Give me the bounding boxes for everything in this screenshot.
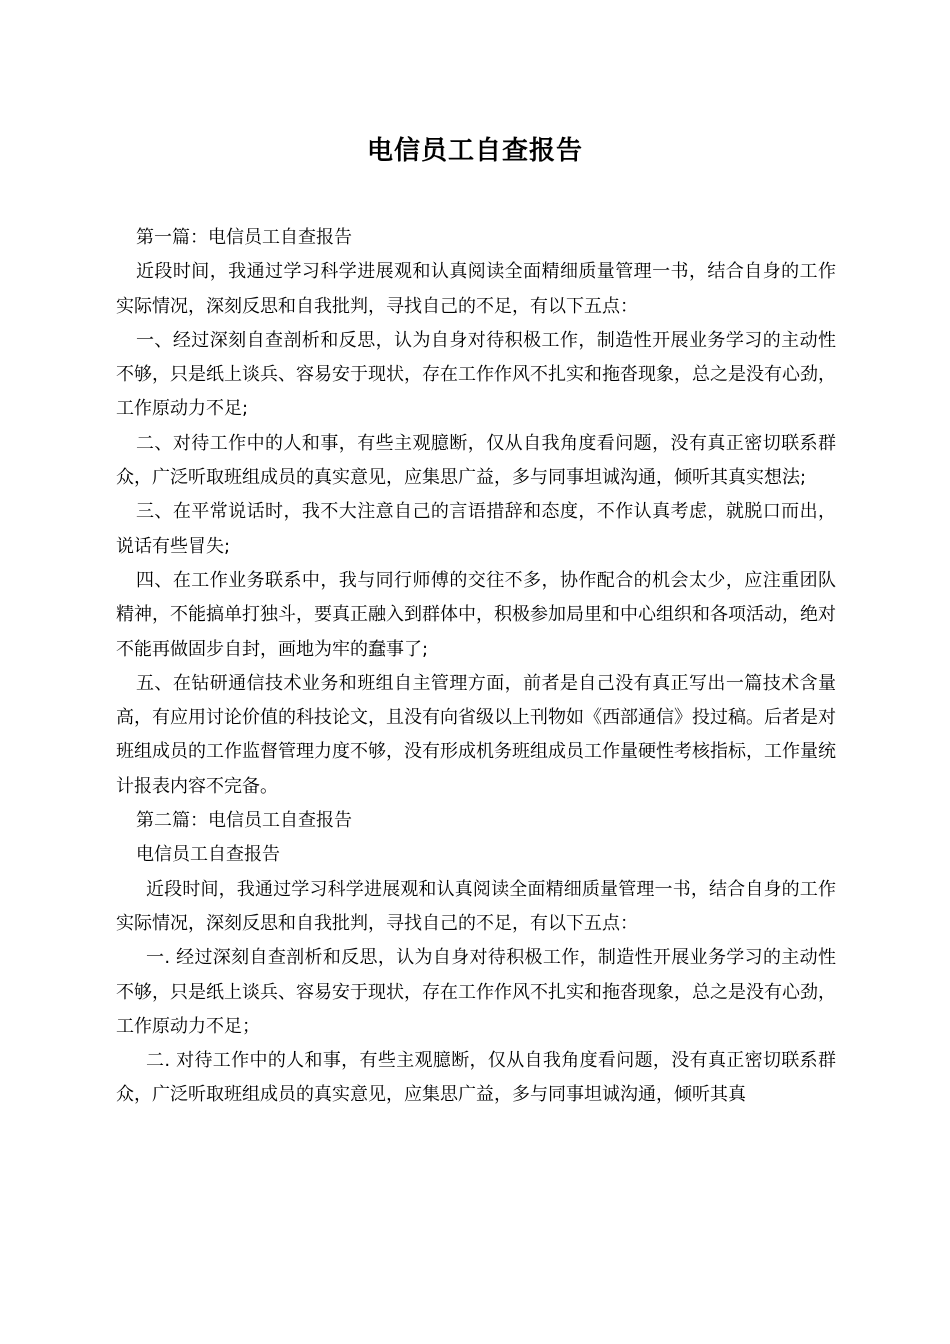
- point-two-paragraph-repeat: 二. 对待工作中的人和事，有些主观臆断，仅从自我角度看问题，没有真正密切联系群众，广泛听取班组成员的真实意见，应集思广益，多与同事坦诚沟通，倾听其真: [116, 1050, 836, 1106]
- intro-paragraph: 近段时间，我通过学习科学进展观和认真阅读全面精细质量管理一书，结合自身的工作实际情况，深刻反思和自我批判，寻找自己的不足，有以下五点：: [116, 261, 836, 317]
- point-three-paragraph: 三、在平常说话时，我不大注意自己的言语措辞和态度，不作认真考虑，就脱口而出，说话有些冒失;: [116, 501, 836, 557]
- point-one-paragraph: 一、经过深刻自查剖析和反思，认为自身对待积极工作，制造性开展业务学习的主动性不够，只是纸上谈兵、容易安于现状，存在工作作风不扎实和拖沓现象，总之是没有心劲，工作原动力不足;: [116, 329, 836, 420]
- point-four-paragraph: 四、在工作业务联系中，我与同行师傅的交往不多，协作配合的机会太少，应注重团队精神，不能搞单打独斗，要真正融入到群体中，积极参加局里和中心组织和各项活动，绝对不能再做固步自封，画地为牢的蠢事了;: [116, 569, 836, 660]
- subtitle-paragraph: 电信员工自查报告: [136, 844, 280, 866]
- point-one-paragraph-repeat: 一. 经过深刻自查剖析和反思，认为自身对待积极工作，制造性开展业务学习的主动性不够，只是纸上谈兵、容易安于现状，存在工作作风不扎实和拖沓现象，总之是没有心劲，工作原动力不足；: [116, 947, 836, 1037]
- intro-paragraph-repeat: 近段时间，我通过学习科学进展观和认真阅读全面精细质量管理一书，结合自身的工作实际情况，深刻反思和自我批判，寻找自己的不足，有以下五点：: [116, 878, 836, 934]
- section-heading-part-two: 第二篇：电信员工自查报告: [136, 810, 352, 832]
- document-body: [116, 221, 836, 1113]
- point-two-paragraph: 二、对待工作中的人和事，有些主观臆断，仅从自我角度看问题，没有真正密切联系群众，广泛听取班组成员的真实意见，应集思广益，多与同事坦诚沟通，倾听其真实想法;: [116, 432, 836, 489]
- document-title: 电信员工自查报告: [366, 136, 583, 166]
- section-heading-part-one: 第一篇：电信员工自查报告: [136, 227, 352, 248]
- point-five-paragraph: 五、在钻研通信技术业务和班组自主管理方面，前者是自己没有真正写出一篇技术含量高，有应用讨论价值的科技论文，且没有向省级以上刊物如《西部通信》投过稿。后者是对班组成员的工作监督管理力度不够，没有形成机务班组成员工作量硬性考核指标，工作量统计报表内容不完备。: [116, 672, 836, 797]
